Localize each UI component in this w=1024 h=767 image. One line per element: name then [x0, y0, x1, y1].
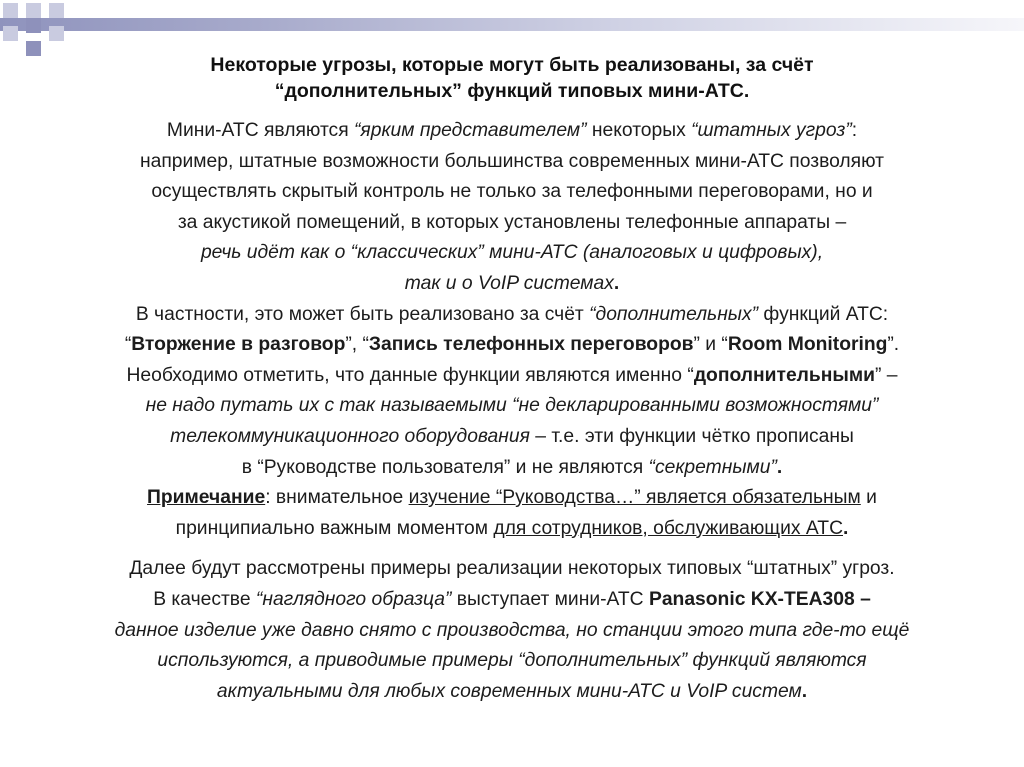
text-line: [28, 646, 996, 677]
slide-title: [90, 52, 934, 104]
text-run: В частности, это может быть реализовано за счёт: [135, 303, 590, 325]
text-line: [28, 677, 996, 708]
header-gradient-bar: [0, 18, 1024, 31]
text-line: [28, 585, 996, 616]
text-run: Мини-АТС являются: [166, 120, 354, 141]
text-line: [28, 361, 996, 392]
text-run-italic: так и о VoIP системах: [404, 272, 614, 294]
deco-square: [26, 3, 41, 18]
paragraph-intro: [28, 116, 996, 300]
text-run: ” –: [875, 364, 898, 386]
text-run-bold: дополнительными: [693, 364, 876, 386]
text-line: [28, 514, 996, 545]
remark-label: Примечание: [147, 487, 266, 509]
text-run-italic: “штатных угроз”: [691, 120, 852, 141]
text-run: ”.: [887, 334, 900, 356]
text-line: [28, 238, 996, 269]
text-line: [28, 330, 996, 361]
text-line: например, штатные возможности большинства современных мини-АТС позволяют: [140, 150, 884, 172]
deco-square: [49, 26, 64, 41]
deco-square: [26, 41, 41, 56]
text-line: за акустикой помещений, в которых установлены телефонные аппараты –: [177, 211, 847, 233]
text-run-italic: используются, а приводимые примеры “дополнительных” функций являются: [157, 650, 867, 672]
text-line: Далее будут рассмотрены примеры реализации некоторых типовых “штатных” угроз.: [129, 558, 895, 580]
text-run-italic: речь идёт как о “классических” мини-АТС (аналоговых и цифровых),: [200, 242, 824, 264]
text-run-bold: Panasonic KX-TEA308 –: [648, 588, 871, 610]
deco-square: [49, 3, 64, 18]
text-line: [28, 116, 996, 147]
title-line: Некоторые угрозы, которые могут быть реализованы, за счёт: [210, 54, 814, 76]
text-line: [28, 616, 996, 647]
text-run-italic: “дополнительных”: [589, 303, 759, 325]
paragraph-examples: [28, 554, 996, 707]
text-run-underline: для сотрудников, обслуживающих АТС: [493, 517, 843, 539]
deco-square: [26, 18, 41, 33]
text-run-underline: изучение “Руководства…” является обязательным: [408, 487, 861, 509]
text-run-bold: .: [613, 272, 620, 294]
paragraph-functions: [28, 300, 996, 361]
text-run-bold: .: [801, 680, 808, 702]
text-run: “: [124, 334, 132, 356]
text-run: выступает мини-АТС: [451, 588, 649, 610]
deco-square: [3, 26, 18, 41]
text-line: [28, 300, 996, 331]
text-run: ”, “: [345, 334, 369, 356]
text-run-bold: .: [776, 456, 783, 478]
paragraph-note-functions: [28, 361, 996, 483]
text-run: в “Руководстве пользователя” и не являются: [241, 456, 649, 478]
text-run: :: [851, 120, 858, 141]
text-run: : внимательное: [265, 487, 409, 509]
title-line: “дополнительных” функций типовых мини-АТС.: [274, 80, 750, 102]
text-line: [28, 391, 996, 422]
text-run: некоторых: [586, 120, 692, 141]
text-run: функций АТС:: [758, 303, 889, 325]
text-run-bold: Вторжение в разговор: [131, 334, 346, 356]
corner-decoration: [0, 0, 80, 60]
text-run-italic: телекоммуникационного оборудования: [170, 425, 530, 447]
text-line: [28, 483, 996, 514]
text-run-bold: Запись телефонных переговоров: [368, 334, 694, 356]
text-run-bold: Room Monitoring: [727, 334, 888, 356]
text-line: [28, 453, 996, 484]
text-run-italic: “секретными”: [648, 456, 777, 478]
text-run-bold: .: [843, 517, 849, 539]
text-run: Необходимо отметить, что данные функции являются именно “: [126, 364, 694, 386]
text-run-italic: данное изделие уже давно снято с производства, но станции этого типа где-то ещё: [114, 619, 910, 641]
text-run-italic: не надо путать их с так называемыми “не декларированными возможностями”: [145, 395, 879, 417]
text-run-italic: “ярким представителем”: [354, 120, 587, 141]
text-line: [28, 422, 996, 453]
paragraph-remark: [28, 483, 996, 544]
text-run: В качестве: [153, 588, 256, 610]
text-run-italic: актуальными для любых современных мини-АТС и VoIP систем: [216, 680, 802, 702]
text-line: [28, 269, 996, 300]
text-run: ” и “: [693, 334, 728, 356]
slide-body: [28, 116, 996, 707]
text-run: – т.е. эти функции чётко прописаны: [529, 425, 854, 447]
text-run: принципиально важным моментом: [175, 517, 494, 539]
text-run: и: [860, 487, 877, 509]
text-line: осуществлять скрытый контроль не только за телефонными переговорами, но и: [151, 181, 873, 203]
text-run-italic: “наглядного образца”: [255, 588, 452, 610]
deco-square: [3, 3, 18, 18]
